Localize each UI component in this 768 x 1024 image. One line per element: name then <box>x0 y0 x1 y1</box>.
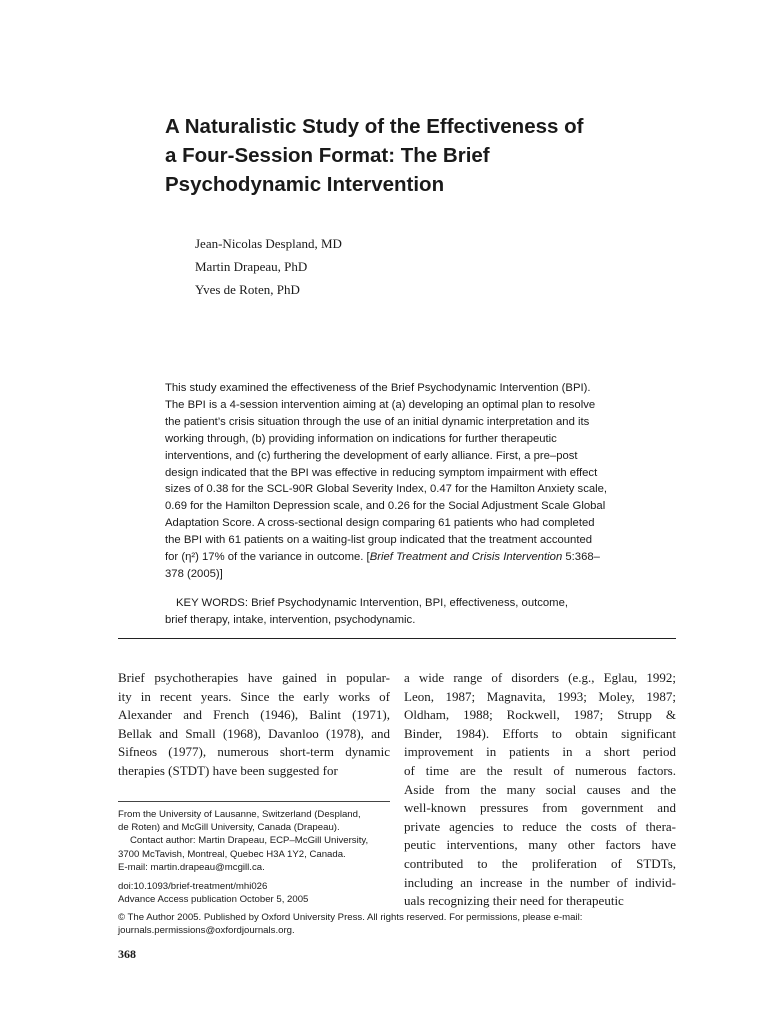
body-line: Sifneos (1977), numerous short-term dynamic <box>118 744 390 760</box>
body-line: contributed to the proliferation of STDTs, <box>404 855 676 871</box>
author-name: Jean-Nicolas Despland, MD <box>195 236 342 251</box>
abstract-line: 378 (2005)] <box>165 567 223 580</box>
footnote-divider <box>118 801 390 802</box>
abstract-line: the BPI with 61 patients on a waiting-list group indicated that the treatment accounted <box>165 534 593 547</box>
keywords-line: brief therapy, intake, intervention, psychodynamic. <box>165 614 416 626</box>
author-name: Yves de Roten, PhD <box>195 282 300 297</box>
abstract-line: This study examined the effectiveness of the Brief Psychodynamic Intervention (BPI). <box>165 382 591 394</box>
title-line: A Naturalistic Study of the Effectiveness of <box>165 115 584 138</box>
body-line: improvement in patients in a short period <box>404 744 676 760</box>
affiliation-line: From the University of Lausanne, Switzerland (Despland, <box>118 809 361 820</box>
abstract-line: interventions, and (c) furthering the development of early alliance. First, a pre–post <box>165 449 578 462</box>
footnote <box>118 808 393 906</box>
body-line: of time are the result of numerous factors. <box>404 762 676 778</box>
contact-line: Contact author: Martin Drapeau, ECP–McGill University, <box>130 835 369 847</box>
abstract <box>165 380 655 583</box>
abstract-line: the patient’s crisis situation through the use of an initial dynamic interpretation and its <box>165 415 590 428</box>
contact-line: 3700 McTavish, Montreal, Quebec H3A 1Y2, Canada. <box>118 848 346 860</box>
body-line: therapies (STDT) have been suggested for <box>118 762 338 778</box>
doi: doi:10.1093/brief-treatment/mhi026 <box>118 881 268 893</box>
advance-access-date: Advance Access publication October 5, 2005 <box>118 894 309 906</box>
abstract-line: Adaptation Score. A cross-sectional design comparing 61 patients who had completed <box>165 517 595 530</box>
abstract-line: working through, (b) providing information on indications for further therapeutic <box>165 432 557 445</box>
body-line: Leon, 1987; Magnavita, 1993; Moley, 1987; <box>404 688 676 704</box>
body-line: including an increase in the number of individ- <box>404 874 676 890</box>
body-line: peutic interventions, many other factors have <box>404 837 676 853</box>
copyright-notice <box>118 911 678 937</box>
article-title <box>165 112 665 199</box>
body-line: ity in recent years. Since the early works of <box>118 688 390 704</box>
body-line: a wide range of disorders (e.g., Eglau, 1992; <box>404 670 676 685</box>
page-number: 368 <box>118 947 136 961</box>
abstract-text: 5:368– <box>562 551 600 564</box>
abstract-text: for (η²) 17% of the variance in outcome. [ <box>165 551 370 564</box>
body-line: Alexander and French (1946), Balint (1971), <box>118 707 390 723</box>
author-list <box>195 232 342 301</box>
contact-email: E-mail: martin.drapeau@mcgill.ca. <box>118 861 265 873</box>
body-column-right <box>404 669 676 911</box>
abstract-line: The BPI is a 4-session intervention aiming at (a) developing an optimal plan to resolve <box>165 398 596 411</box>
section-divider <box>118 638 676 639</box>
body-line: uals recognizing their need for therapeutic <box>404 893 624 909</box>
body-line: Bellak and Small (1968), Davanloo (1978), and <box>118 725 390 741</box>
title-line: a Four-Session Format: The Brief <box>165 144 490 167</box>
title-line: Psychodynamic Intervention <box>165 173 445 196</box>
body-line: Aside from the many social causes and the <box>404 781 676 797</box>
abstract-line: sizes of 0.38 for the SCL-90R Global Severity Index, 0.47 for the Hamilton Anxiety scale, <box>165 483 608 496</box>
body-line: well-known pressures from government and <box>404 800 676 816</box>
body-line: Oldham, 1988; Rockwell, 1987; Strupp & <box>404 707 676 723</box>
body-line: Binder, 1984). Efforts to obtain significant <box>404 725 676 741</box>
abstract-line: 0.69 for the Hamilton Depression scale, and 0.26 for the Social Adjustment Scale Global <box>165 500 606 513</box>
journal-name: Brief Treatment and Crisis Intervention <box>369 551 563 564</box>
copyright-line: journals.permissions@oxfordjournals.org. <box>118 925 295 937</box>
keywords <box>165 595 665 629</box>
affiliation-line: de Roten) and McGill University, Canada (Drapeau). <box>118 822 340 834</box>
keywords-line: KEY WORDS: Brief Psychodynamic Intervention, BPI, effectiveness, outcome, <box>176 597 569 609</box>
abstract-citation-line <box>165 549 655 566</box>
author-name: Martin Drapeau, PhD <box>195 259 308 274</box>
body-line: Brief psychotherapies have gained in popular- <box>118 670 390 685</box>
body-column-left <box>118 669 390 781</box>
body-line: private agencies to reduce the costs of thera- <box>404 818 676 834</box>
abstract-line: design indicated that the BPI was effective in reducing symptom impairment with effect <box>165 466 598 479</box>
copyright-line: © The Author 2005. Published by Oxford University Press. All rights reserved. For permissions, please e-mail: <box>118 912 583 923</box>
